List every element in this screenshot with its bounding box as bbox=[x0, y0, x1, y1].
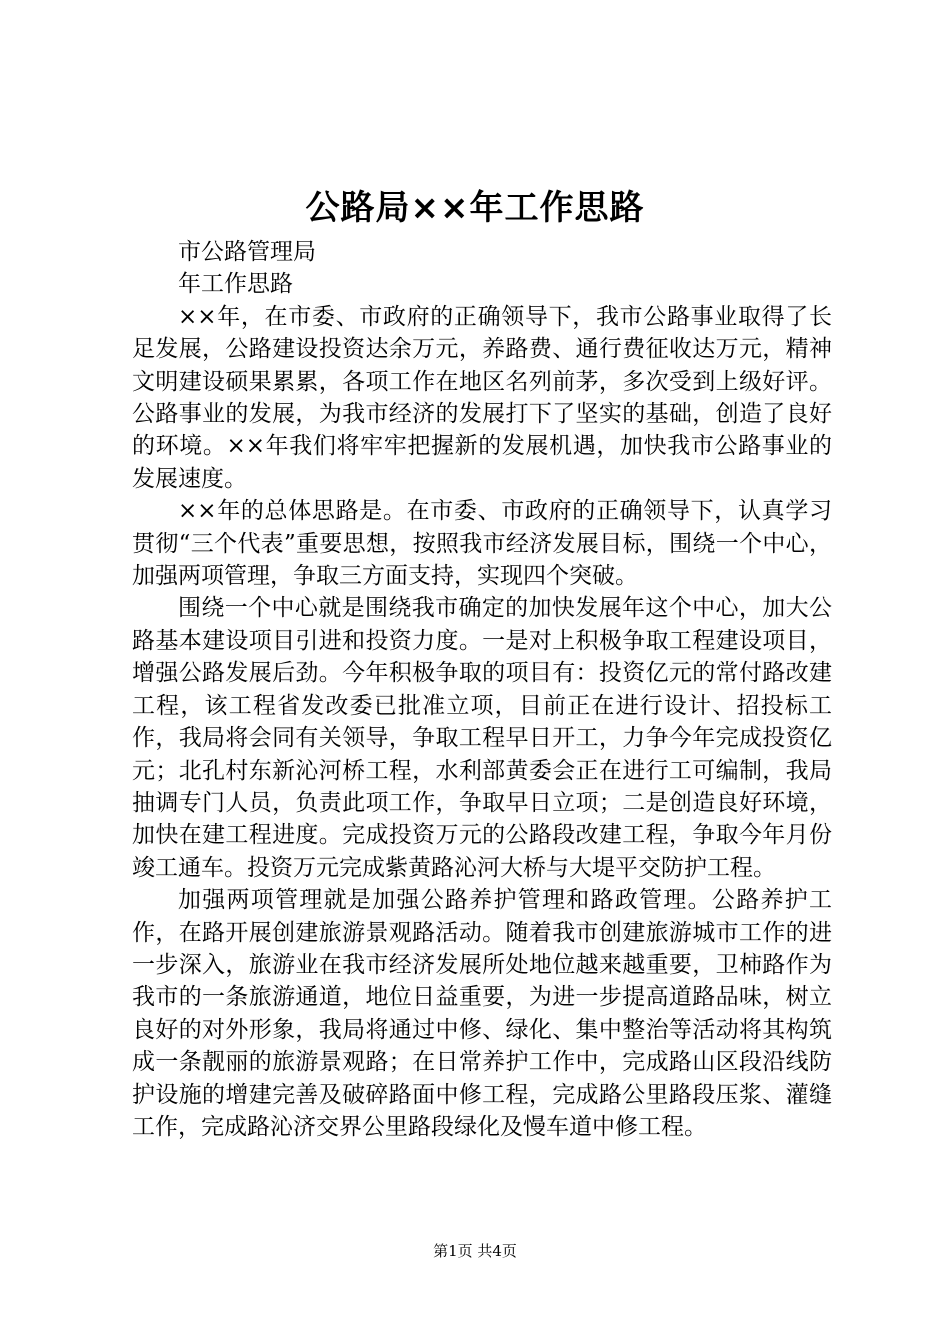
page-number-footer: 第1页 共4页 bbox=[433, 1242, 517, 1260]
body-paragraph: 加强两项管理就是加强公路养护管理和路政管理。公路养护工作，在路开展创建旅游景观路活动。随着我市创建旅游城市工作的进一步深入，旅游业在我市经济发展所处地位越来越重要，卫柿路作为我市的一条旅游通道，地位日益重要，为进一步提高道路品味，树立良好的对外形象，我局将通过中修、绿化、集中整治等活动将其构筑成一条靓丽的旅游景观路；在日常养护工作中，完成路山区段沿线防护设施的增建完善及破碎路面中修工程，完成路公里路段压浆、灌缝工作，完成路沁济交界公里路段绿化及慢车道中修工程。 bbox=[132, 887, 832, 1140]
body-paragraph: ××年，在市委、市政府的正确领导下，我市公路事业取得了长足发展，公路建设投资达余万元，养路费、通行费征收达万元，精神文明建设硕果累累，各项工作在地区名列前茅，多次受到上级好评。公路事业的发展，为我市经济的发展打下了坚实的基础，创造了良好的环境。××年我们将牢牢把握新的发展机遇，加快我市公路事业的发展速度。 bbox=[132, 303, 832, 492]
body-paragraph: 年工作思路 bbox=[178, 271, 293, 298]
body-paragraph: 围绕一个中心就是围绕我市确定的加快发展年这个中心，加大公路基本建设项目引进和投资力度。一是对上积极争取工程建设项目，增强公路发展后劲。今年积极争取的项目有：投资亿元的常付路改建工程，该工程省发改委已批准立项，目前正在进行设计、招投标工作，我局将会同有关领导，争取工程早日开工，力争今年完成投资亿元；北孔村东新沁河桥工程，水利部黄委会正在进行工可编制，我局抽调专门人员，负责此项工作，争取早日立项；二是创造良好环境，加快在建工程进度。完成投资万元的公路段改建工程，争取今年月份竣工通车。投资万元完成紫黄路沁河大桥与大堤平交防护工程。 bbox=[132, 595, 832, 881]
document-title: 公路局××年工作思路 bbox=[305, 188, 645, 228]
body-paragraph: 市公路管理局 bbox=[178, 239, 316, 265]
document-body bbox=[132, 236, 832, 1143]
body-paragraph: ××年的总体思路是。在市委、市政府的正确领导下，认真学习贯彻“三个代表”重要思想，按照我市经济发展目标，围绕一个中心，加强两项管理，争取三方面支持，实现四个突破。 bbox=[132, 498, 832, 590]
